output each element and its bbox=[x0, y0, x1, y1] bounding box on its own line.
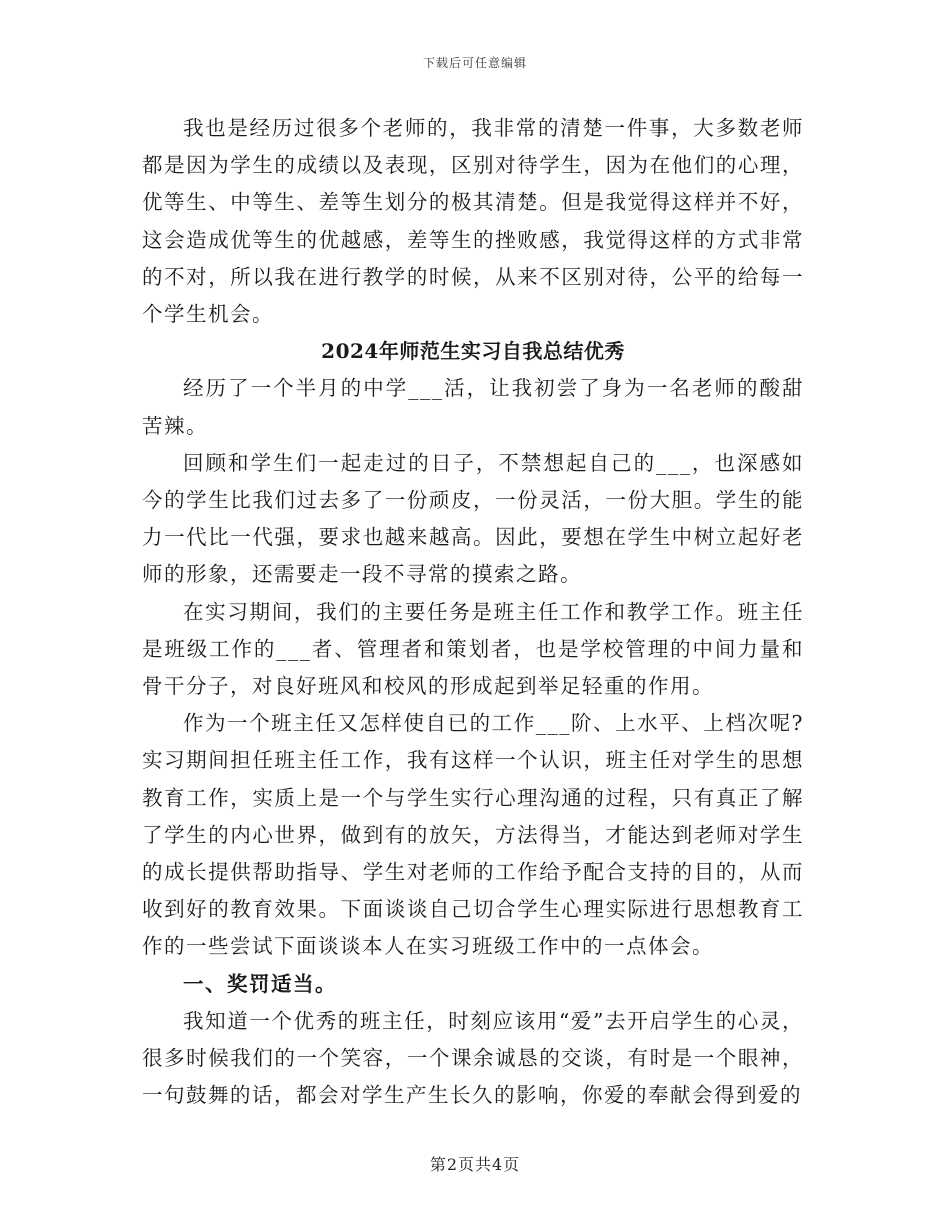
body-paragraph: 在实习期间，我们的主要任务是班主任工作和教学工作。班主任是班级工作的___者、管理者和策划者，也是学校管理的中间力量和骨干分子，对良好班风和校风的形成起到举足轻重的作用。 bbox=[142, 599, 804, 699]
document-title: 2024年师范生实习自我总结优秀 bbox=[321, 339, 625, 364]
section-paragraph: 我知道一个优秀的班主任，时刻应该用“爱”去开启学生的心灵，很多时候我们的一个笑容，一个课余诚恳的交谈，有时是一个眼神，一句鼓舞的话，都会对学生产生长久的影响，你爱的奉献会得到爱的 bbox=[142, 1008, 804, 1108]
document-body bbox=[142, 110, 804, 1114]
page-header: 下载后可任意编辑 bbox=[422, 56, 527, 70]
section-heading: 一、奖罚适当。 bbox=[183, 971, 337, 996]
body-paragraph: 回顾和学生们一起走过的日子，不禁想起自己的___，也深感如今的学生比我们过去多了一份顽皮，一份灵活，一份大胆。学生的能力一代比一代强，要求也越来越高。因此，要想在学生中树立起好老师的形象，还需要走一段不寻常的摸索之路。 bbox=[142, 450, 804, 587]
body-paragraph: 经历了一个半月的中学___活，让我初尝了身为一名老师的酸甜苦辣。 bbox=[142, 376, 804, 438]
intro-paragraph: 我也是经历过很多个老师的，我非常的清楚一件事，大多数老师都是因为学生的成绩以及表现，区别对待学生，因为在他们的心理，优等生、中等生、差等生划分的极其清楚。但是我觉得这样并不好，这会造成优等生的优越感，差等生的挫败感，我觉得这样的方式非常的不对，所以我在进行教学的时候，从来不区别对待，公平的给每一个学生机会。 bbox=[142, 116, 804, 327]
body-paragraph: 作为一个班主任又怎样使自已的工作___阶、上水平、上档次呢?实习期间担任班主任工作，我有这样一个认识，班主任对学生的思想教育工作，实质上是一个与学生实行心理沟通的过程，只有真正了解了学生的内心世界，做到有的放矢，方法得当，才能达到老师对学生的成长提供帮助指导、学生对老师的工作给予配合支持的目的，从而收到好的教育效果。下面谈谈自己切合学生心理实际进行思想教育工作的一些尝试下面谈谈本人在实习班级工作中的一点体会。 bbox=[142, 711, 804, 959]
page-number: 第2页共4页 bbox=[429, 1155, 521, 1174]
